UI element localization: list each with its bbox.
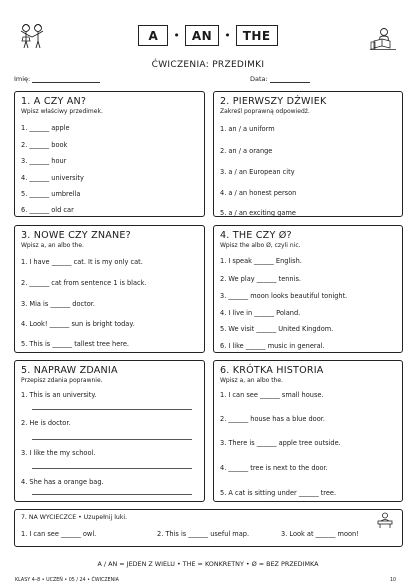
exercise-3-title: 3. NOWE CZY ZNANE? [21, 230, 131, 241]
rule-summary: A / AN = JEDEN Z WIELU • THE = KONKRETNY • Ø = BEZ PRZEDIMKA [97, 560, 319, 568]
list-item: 4. She has a orange bag. [21, 478, 104, 486]
exercise-7-box [14, 509, 403, 547]
exercise-4-box [213, 225, 403, 353]
list-item: 3. Mia is ______ doctor. [21, 300, 95, 308]
page-number: 10 [390, 578, 397, 583]
list-item: 2. ______ book [21, 141, 68, 149]
list-item: 4. Look! ______ sun is bright today. [21, 320, 135, 328]
list-item: 4. ______ tree is next to the door. [220, 464, 328, 472]
date-line[interactable] [270, 76, 310, 83]
list-item: 2. He is doctor. [21, 419, 71, 427]
list-item: 4. a / an honest person [220, 189, 297, 197]
answer-line[interactable] [32, 494, 192, 495]
list-item: 2. This is ______ useful map. [157, 530, 250, 538]
list-item: 1. I have ______ cat. It is my only cat. [21, 258, 143, 266]
exercise-2-box [213, 91, 403, 217]
list-item: 2. an / a orange [220, 147, 273, 155]
list-item: 4. ______ university [21, 174, 84, 182]
list-item: 2. We play ______ tennis. [220, 275, 301, 283]
answer-line[interactable] [32, 409, 192, 410]
list-item: 4. I live in ______ Poland. [220, 309, 301, 317]
list-item: 1. This is an university. [21, 391, 97, 399]
list-item: 1. I can see ______ small house. [220, 391, 324, 399]
exercise-6-box [213, 360, 403, 502]
list-item: 1. ______ apple [21, 124, 70, 132]
list-item: 5. We visit ______ United Kingdom. [220, 325, 334, 333]
exercise-1-title: 1. A CZY AN? [21, 96, 87, 107]
exercise-1-instruction: Wpisz właściwy przedimek. [21, 108, 103, 115]
list-item: 3. Look at ______ moon! [281, 530, 359, 538]
list-item: 6. I like ______ music in general. [220, 342, 325, 350]
date-field-row [250, 75, 310, 83]
list-item: 6. ______ old car [21, 206, 74, 214]
answer-line[interactable] [32, 439, 192, 440]
name-line[interactable] [32, 76, 100, 83]
list-item: 2. ______ house has a blue door. [220, 415, 325, 423]
title-dot: • [224, 29, 231, 42]
list-item: 5. ______ umbrella [21, 190, 81, 198]
worksheet-subtitle: ĆWICZENIA: PRZEDIMKI [151, 60, 265, 70]
exercise-1-box [14, 91, 205, 217]
exercise-7-title: 7. NA WYCIECZCE • Uzupełnij luki. [21, 514, 128, 521]
list-item: 3. ______ hour [21, 157, 67, 165]
exercise-3-instruction: Wpisz a, an albo the. [21, 242, 84, 249]
name-field-row [14, 75, 100, 83]
exercise-6-title: 6. KRÓTKA HISTORIA [220, 365, 324, 376]
list-item: 3. a / an European city [220, 168, 295, 176]
list-item: 2. ______ cat from sentence 1 is black. [21, 279, 147, 287]
name-label: Imię: [14, 75, 31, 83]
answer-line[interactable] [32, 468, 192, 469]
student-desk-icon [376, 512, 394, 528]
title-row [0, 25, 416, 46]
exercise-4-instruction: Wpisz the albo Ø, czyli nic. [220, 242, 301, 249]
exercise-2-instruction: Zakreśl poprawną odpowiedź. [220, 108, 310, 115]
list-item: 5. A cat is sitting under ______ tree. [220, 489, 337, 497]
list-item: 3. I like the my school. [21, 449, 96, 457]
title-dot: • [173, 29, 180, 42]
date-label: Data: [250, 75, 268, 83]
exercise-3-box [14, 225, 205, 353]
footer-info: KLASY 4–8 • UCZEŃ • 05 / 24 • ĆWICZENIA [15, 578, 119, 583]
list-item: 5. This is ______ tallest tree here. [21, 340, 129, 348]
list-item: 1. I can see ______ owl. [21, 530, 97, 538]
exercise-4-title: 4. THE CZY Ø? [220, 230, 292, 241]
list-item: 3. ______ moon looks beautiful tonight. [220, 292, 348, 300]
list-item: 3. There is ______ apple tree outside. [220, 439, 341, 447]
title-word-an: AN [185, 25, 219, 46]
exercise-5-box [14, 360, 205, 502]
list-item: 1. I speak ______ English. [220, 257, 302, 265]
exercise-5-title: 5. NAPRAW ZDANIA [21, 365, 118, 376]
reading-student-icon [370, 27, 396, 51]
exercise-2-title: 2. PIERWSZY DŹWIEK [220, 96, 327, 107]
list-item: 5. a / an exciting game [220, 209, 296, 217]
exercise-5-instruction: Przepisz zdania poprawnie. [21, 377, 103, 384]
list-item: 1. an / a uniform [220, 125, 275, 133]
title-word-the: THE [236, 25, 278, 46]
exercise-6-instruction: Wpisz a, an albo the. [220, 377, 283, 384]
title-word-a: A [138, 25, 168, 46]
